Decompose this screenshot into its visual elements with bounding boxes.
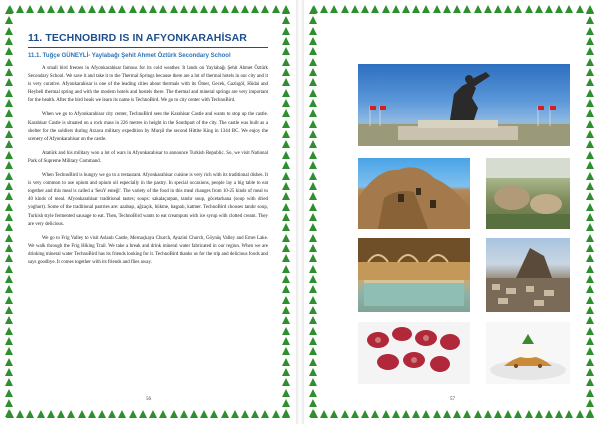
tree-icon	[504, 5, 512, 13]
tree-icon	[282, 172, 290, 180]
tree-icon	[200, 5, 208, 13]
tree-icon	[57, 5, 65, 13]
tree-icon	[309, 161, 317, 169]
book-gutter	[296, 0, 304, 424]
tree-icon	[330, 5, 338, 13]
tree-icon	[309, 192, 317, 200]
tree-icon	[26, 410, 34, 418]
tree-icon	[586, 389, 594, 397]
tree-icon	[5, 399, 13, 407]
tree-icon	[16, 410, 24, 418]
tree-icon	[282, 68, 290, 76]
tree-border-left	[5, 6, 14, 418]
tree-icon	[5, 327, 13, 335]
tree-icon	[282, 337, 290, 345]
tree-icon	[382, 410, 390, 418]
tree-icon	[5, 306, 13, 314]
tree-icon	[586, 337, 594, 345]
tree-icon	[282, 265, 290, 273]
tree-icon	[282, 58, 290, 66]
tree-icon	[309, 6, 317, 14]
tree-border-bottom	[6, 410, 290, 419]
tree-icon	[586, 223, 594, 231]
tree-icon	[586, 27, 594, 35]
tree-border-bottom	[310, 410, 594, 419]
tree-icon	[149, 5, 157, 13]
tree-icon	[484, 5, 492, 13]
tree-icon	[5, 337, 13, 345]
tree-icon	[545, 410, 553, 418]
tree-icon	[282, 130, 290, 138]
tree-icon	[586, 409, 594, 417]
tree-icon	[5, 27, 13, 35]
tree-icon	[320, 410, 328, 418]
tree-icon	[282, 6, 290, 14]
tree-icon	[586, 285, 594, 293]
tree-icon	[309, 306, 317, 314]
tree-icon	[282, 120, 290, 128]
tree-icon	[525, 5, 533, 13]
tree-icon	[309, 337, 317, 345]
tree-icon	[586, 182, 594, 190]
tree-icon	[282, 213, 290, 221]
tree-icon	[88, 5, 96, 13]
tree-icon	[282, 89, 290, 97]
tree-icon	[453, 5, 461, 13]
tree-icon	[309, 203, 317, 211]
tree-icon	[586, 6, 594, 14]
tree-icon	[309, 27, 317, 35]
tree-icon	[282, 327, 290, 335]
tree-icon	[586, 99, 594, 107]
tree-icon	[139, 5, 147, 13]
tree-icon	[5, 192, 13, 200]
tree-icon	[5, 296, 13, 304]
paragraph: A small bird freezes in Afyonkarahisar famous for its cold weather. It lands on Yaylabağı Şehit Ahmet Öztürk Secondary School. We save it and take it to the Thermal Springs because there are a lot of thermal hotels in our city and it is very curative. Afyonkarahisar is one of the leading cities about thermals with its Ömer, Gecek, Gazlıgöl, Hüdai and Heybeli thermal spring and with the modern hotels and hostels there. The thermal and mineral springs are very important for the health. After the bird heals we learn its name is TechnoBird. We go to city center with TechnoBird.	[28, 66, 268, 104]
tree-icon	[261, 410, 269, 418]
tree-border-top	[6, 5, 290, 14]
tree-icon	[67, 5, 75, 13]
tree-icon	[282, 223, 290, 231]
tree-icon	[309, 182, 317, 190]
tree-icon	[221, 5, 229, 13]
tree-icon	[5, 203, 13, 211]
tree-icon	[5, 99, 13, 107]
tree-icon	[282, 306, 290, 314]
tree-icon	[565, 410, 573, 418]
tree-icon	[57, 410, 65, 418]
tree-icon	[402, 5, 410, 13]
tree-icon	[282, 37, 290, 45]
tree-icon	[282, 285, 290, 293]
tree-icon	[67, 410, 75, 418]
tree-icon	[210, 5, 218, 13]
tree-border-left	[309, 6, 318, 418]
tree-icon	[576, 410, 584, 418]
tree-icon	[5, 275, 13, 283]
tree-icon	[180, 410, 188, 418]
tree-icon	[5, 213, 13, 221]
city-castle-photo	[486, 238, 570, 312]
tree-icon	[586, 213, 594, 221]
tree-icon	[231, 5, 239, 13]
tree-icon	[586, 37, 594, 45]
tree-border-top	[310, 5, 594, 14]
tree-icon	[282, 161, 290, 169]
tree-icon	[5, 378, 13, 386]
tree-icon	[190, 410, 198, 418]
tree-icon	[514, 5, 522, 13]
tree-icon	[282, 78, 290, 86]
tree-icon	[309, 296, 317, 304]
tree-icon	[5, 140, 13, 148]
tree-icon	[282, 358, 290, 366]
sausage-food-photo	[358, 322, 470, 384]
tree-icon	[586, 254, 594, 262]
tree-icon	[576, 5, 584, 13]
tree-icon	[309, 409, 317, 417]
tree-icon	[282, 378, 290, 386]
tree-icon	[504, 410, 512, 418]
tree-icon	[309, 37, 317, 45]
tree-icon	[26, 5, 34, 13]
tree-icon	[282, 254, 290, 262]
tree-icon	[586, 16, 594, 24]
tree-icon	[309, 172, 317, 180]
tree-icon	[309, 120, 317, 128]
tree-icon	[494, 5, 502, 13]
tree-icon	[282, 203, 290, 211]
page-number: 57	[450, 397, 455, 402]
tree-icon	[149, 410, 157, 418]
tree-icon	[129, 5, 137, 13]
tree-icon	[586, 78, 594, 86]
tree-icon	[5, 244, 13, 252]
tree-icon	[282, 347, 290, 355]
tree-icon	[453, 410, 461, 418]
tree-icon	[555, 410, 563, 418]
tree-icon	[47, 5, 55, 13]
tree-icon	[139, 410, 147, 418]
tree-border-right	[282, 6, 291, 418]
tree-icon	[282, 316, 290, 324]
tree-icon	[5, 58, 13, 66]
tree-icon	[108, 5, 116, 13]
tree-icon	[282, 399, 290, 407]
monument-photo	[358, 64, 570, 146]
tree-icon	[433, 5, 441, 13]
tree-icon	[309, 140, 317, 148]
paragraph: Atatürk and his military won a lot of wars in Afyonkarahisar to announce Turkish Republic. So, we visit National Park of Supreme Military Command.	[28, 150, 268, 164]
tree-icon	[282, 182, 290, 190]
tree-icon	[5, 358, 13, 366]
tree-icon	[586, 47, 594, 55]
tree-icon	[309, 213, 317, 221]
tree-icon	[361, 5, 369, 13]
tree-icon	[484, 410, 492, 418]
tree-icon	[535, 410, 543, 418]
tree-icon	[282, 244, 290, 252]
tree-icon	[341, 410, 349, 418]
tree-icon	[463, 410, 471, 418]
tree-icon	[159, 5, 167, 13]
tree-icon	[586, 327, 594, 335]
chapter-content	[28, 32, 268, 273]
tree-icon	[586, 68, 594, 76]
tree-icon	[309, 47, 317, 55]
tree-icon	[586, 378, 594, 386]
tree-icon	[5, 151, 13, 159]
tree-icon	[5, 389, 13, 397]
paragraph: We go to Frig Valley to visit Aslanlı Castle, Mernaçkaya Church, Ayazini Church, Göynüş Valley and Emre Lake. We walk through the Frig Hiking Trail. We take a break and drink mineral water fabricated in our region. When we are drinking mineral water TechnoBird has its friends looking for it. TechnoBird thanks us for the trip and delicious foods and says goodbye. It comes together with its friends and flies away.	[28, 235, 268, 265]
chapter-heading: 11. TECHNOBIRD IS IN AFYONKARAHİSAR	[28, 32, 268, 48]
tree-icon	[309, 378, 317, 386]
tree-icon	[309, 347, 317, 355]
tree-icon	[5, 347, 13, 355]
tree-icon	[5, 89, 13, 97]
tree-icon	[5, 68, 13, 76]
tree-icon	[382, 5, 390, 13]
tree-icon	[129, 410, 137, 418]
tree-icon	[309, 244, 317, 252]
tree-icon	[5, 161, 13, 169]
tree-icon	[309, 99, 317, 107]
tree-icon	[545, 5, 553, 13]
tree-icon	[5, 254, 13, 262]
tree-icon	[282, 140, 290, 148]
tree-icon	[309, 389, 317, 397]
tree-icon	[5, 285, 13, 293]
tree-icon	[514, 410, 522, 418]
tree-icon	[586, 151, 594, 159]
tree-icon	[494, 410, 502, 418]
tree-icon	[282, 275, 290, 283]
tree-icon	[586, 316, 594, 324]
tree-border-right	[586, 6, 595, 418]
tree-icon	[180, 5, 188, 13]
tree-icon	[361, 410, 369, 418]
tree-icon	[402, 410, 410, 418]
left-page	[0, 0, 296, 424]
tree-icon	[586, 399, 594, 407]
tree-icon	[525, 410, 533, 418]
tree-icon	[5, 130, 13, 138]
tree-icon	[118, 5, 126, 13]
tree-icon	[282, 192, 290, 200]
tree-icon	[586, 368, 594, 376]
tree-icon	[586, 244, 594, 252]
tree-icon	[351, 5, 359, 13]
tree-icon	[586, 234, 594, 242]
tree-icon	[586, 192, 594, 200]
tree-icon	[351, 410, 359, 418]
tree-icon	[5, 409, 13, 417]
tree-icon	[309, 254, 317, 262]
tree-icon	[586, 172, 594, 180]
tree-icon	[5, 223, 13, 231]
tree-icon	[309, 265, 317, 273]
tree-icon	[190, 5, 198, 13]
tree-icon	[5, 120, 13, 128]
tree-icon	[118, 410, 126, 418]
tree-icon	[282, 151, 290, 159]
tree-icon	[5, 16, 13, 24]
valley-landscape-photo	[486, 158, 570, 229]
tree-icon	[412, 5, 420, 13]
tree-icon	[463, 5, 471, 13]
tree-icon	[309, 368, 317, 376]
paragraph: When TechnoBird is hungry we go to a restaurant. Afyonkarahisar cuisine is very rich with its traditional dishes. It is very common to use opium and opium oil especially in the pastry. In special occasions, people lay a big table to eat together and this meal is called a 'SeuY emeği'. The variety of the food in this meal changes from 10-25 kinds of meal to 40 kinds of meal. Afyonkarahisar traditional tastes; soups: sakalaçarpan, tandır soup, göcetarhana (soup with dried yoghurt). Some of the traditional pastries are: azabaşı, ağzaçık, bükme, başpalı, katmer. TechnoBird chooses tandır soup, Turkish style fermented sausage to eat. Then, TechnoBird wants to eat creamputs with ice syrup with clotted cream. They are very delicious.	[28, 173, 268, 227]
tree-icon	[170, 5, 178, 13]
tree-icon	[47, 410, 55, 418]
tree-icon	[565, 5, 573, 13]
tree-icon	[272, 410, 280, 418]
tree-icon	[443, 5, 451, 13]
tree-icon	[586, 275, 594, 283]
tree-icon	[412, 410, 420, 418]
tree-icon	[586, 296, 594, 304]
tree-icon	[5, 182, 13, 190]
tree-icon	[309, 275, 317, 283]
tree-icon	[309, 399, 317, 407]
tree-icon	[251, 5, 259, 13]
tree-icon	[210, 410, 218, 418]
tree-icon	[251, 410, 259, 418]
tree-icon	[309, 109, 317, 117]
thermal-pool-photo	[358, 238, 470, 312]
tree-icon	[535, 5, 543, 13]
tree-icon	[586, 306, 594, 314]
tree-icon	[88, 410, 96, 418]
tree-icon	[371, 410, 379, 418]
tree-icon	[241, 410, 249, 418]
tree-icon	[555, 5, 563, 13]
tree-icon	[586, 140, 594, 148]
tree-icon	[309, 316, 317, 324]
tree-icon	[78, 5, 86, 13]
tree-icon	[422, 5, 430, 13]
tree-icon	[170, 410, 178, 418]
tree-icon	[98, 410, 106, 418]
tree-icon	[309, 223, 317, 231]
tree-icon	[309, 285, 317, 293]
tree-icon	[309, 151, 317, 159]
tree-icon	[5, 316, 13, 324]
tree-icon	[261, 5, 269, 13]
tree-icon	[282, 47, 290, 55]
tree-icon	[282, 296, 290, 304]
tree-icon	[282, 109, 290, 117]
tree-icon	[5, 265, 13, 273]
tree-icon	[309, 58, 317, 66]
tree-icon	[5, 368, 13, 376]
tree-icon	[231, 410, 239, 418]
tree-icon	[37, 5, 45, 13]
tree-icon	[474, 410, 482, 418]
rock-church-photo	[358, 158, 470, 229]
tree-icon	[108, 410, 116, 418]
tree-icon	[221, 410, 229, 418]
tree-icon	[5, 109, 13, 117]
tree-icon	[586, 130, 594, 138]
tree-icon	[309, 327, 317, 335]
tree-icon	[241, 5, 249, 13]
tree-icon	[282, 234, 290, 242]
tree-icon	[282, 368, 290, 376]
tree-icon	[272, 5, 280, 13]
tree-icon	[330, 410, 338, 418]
tree-icon	[5, 6, 13, 14]
tree-icon	[282, 389, 290, 397]
dessert-food-photo	[486, 322, 570, 384]
tree-icon	[282, 409, 290, 417]
tree-icon	[392, 410, 400, 418]
tree-icon	[37, 410, 45, 418]
tree-icon	[200, 410, 208, 418]
tree-icon	[98, 5, 106, 13]
tree-icon	[586, 58, 594, 66]
tree-icon	[422, 410, 430, 418]
tree-icon	[309, 130, 317, 138]
tree-icon	[309, 358, 317, 366]
tree-icon	[586, 109, 594, 117]
tree-icon	[443, 410, 451, 418]
tree-icon	[78, 410, 86, 418]
page-number: 56	[146, 397, 151, 402]
tree-icon	[586, 161, 594, 169]
tree-icon	[5, 37, 13, 45]
tree-icon	[159, 410, 167, 418]
tree-icon	[16, 5, 24, 13]
tree-icon	[5, 78, 13, 86]
tree-icon	[586, 347, 594, 355]
tree-icon	[586, 358, 594, 366]
tree-icon	[341, 5, 349, 13]
tree-icon	[282, 16, 290, 24]
tree-icon	[282, 27, 290, 35]
tree-icon	[392, 5, 400, 13]
tree-icon	[309, 78, 317, 86]
paragraph: When we go to Afyonkarahisar city center, TechnoBird sees the Karahisar Castle and wants to stop up the castle. Karahisar Castle is situated on a rock mass in 226 metres in height in the Southpart of the city. The castle was built as a shelter for the soldiers during Arzava military expedition by Murşil the second Hittite King in 1344 BC. We enjoy the scenery of Afyonkarahisar on the castle.	[28, 112, 268, 142]
tree-icon	[5, 47, 13, 55]
tree-icon	[282, 99, 290, 107]
tree-icon	[309, 16, 317, 24]
tree-icon	[5, 172, 13, 180]
tree-icon	[309, 68, 317, 76]
tree-icon	[586, 120, 594, 128]
tree-icon	[320, 5, 328, 13]
tree-icon	[5, 234, 13, 242]
tree-icon	[474, 5, 482, 13]
tree-icon	[586, 203, 594, 211]
tree-icon	[309, 89, 317, 97]
tree-icon	[309, 234, 317, 242]
tree-icon	[433, 410, 441, 418]
tree-icon	[586, 89, 594, 97]
tree-icon	[371, 5, 379, 13]
tree-icon	[586, 265, 594, 273]
right-page	[304, 0, 600, 424]
section-subheading: 11.1. Tuğçe GÜNEYLİ- Yaylabağı Şehit Ahmet Öztürk Secondary School	[28, 53, 231, 59]
